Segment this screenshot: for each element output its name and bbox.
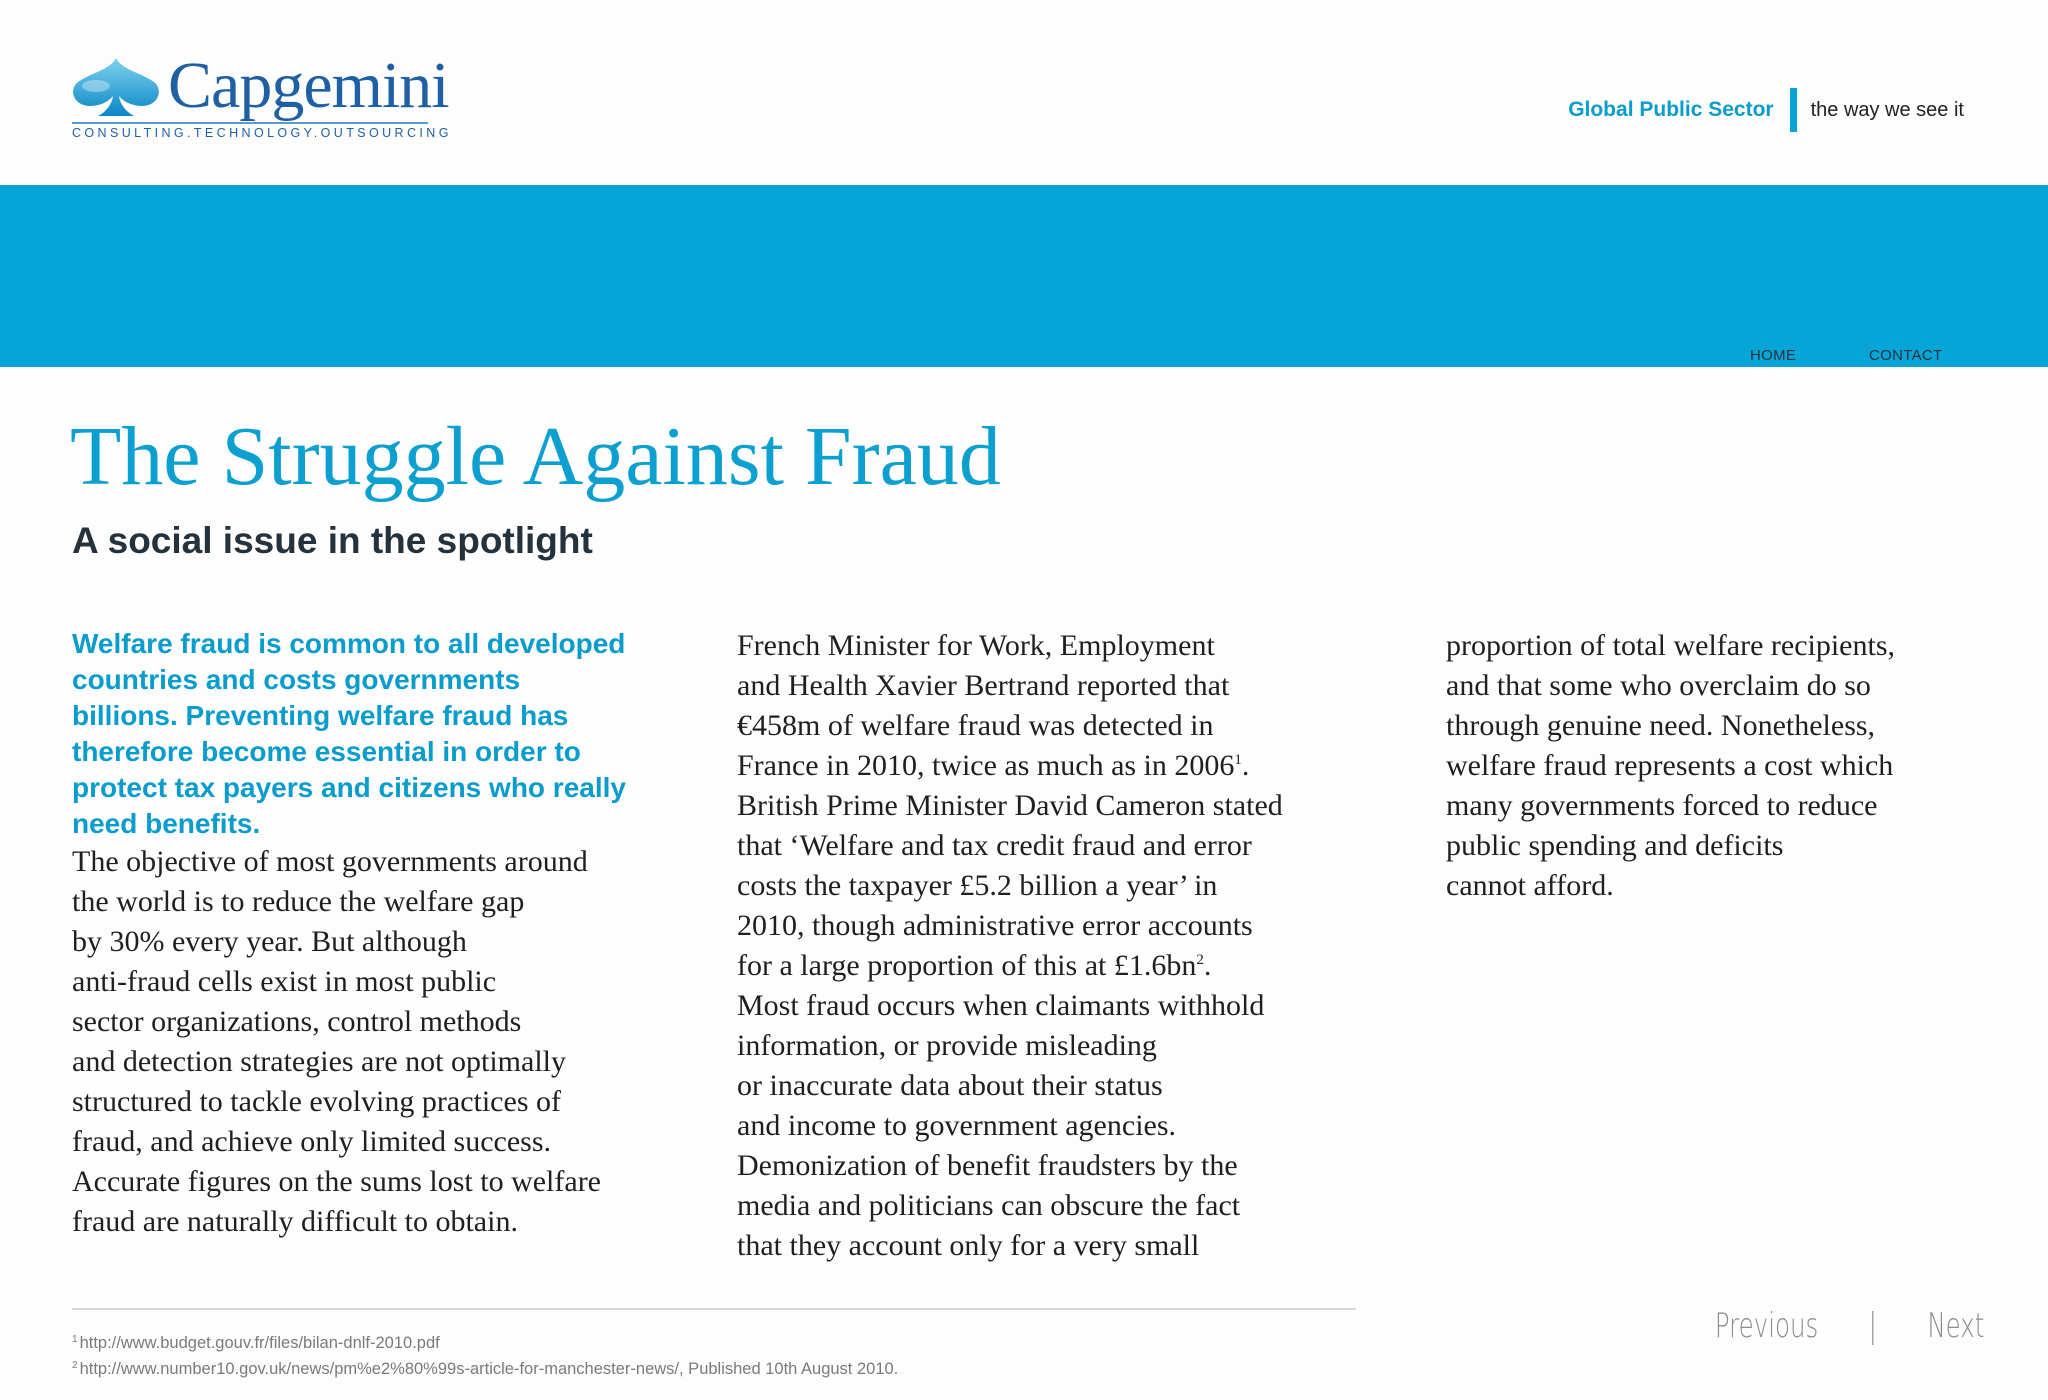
- column-1: [72, 626, 672, 1242]
- footnote-link[interactable]: http://www.number10.gov.uk/news/pm%e2%80%99s-article-for-manchester-news/, Published 10th August 2010.: [79, 1360, 899, 1378]
- body-paragraph-1: The objective of most governments around the world is to reduce the welfare gap by 30% every year. But although anti-fraud cells exist in most public sector organizations, control methods and detection strategies are not optimally structured to tackle evolving practices of fraud, and achieve only limited success. Accurate figures on the sums lost to welfare fraud are naturally difficult to obtain.: [72, 845, 601, 1238]
- pager-separator: |: [1868, 1306, 1877, 1346]
- footnote-1: [72, 1330, 898, 1356]
- body-text-segment: . British Prime Minister David Cameron stated that ‘Welfare and tax credit fraud and error costs the taxpayer £5.2 billion a year’ in 2010, though administrative error accounts for a large proportion of this at £1.6bn: [737, 749, 1283, 982]
- footnote-2: [72, 1356, 898, 1382]
- body-text-segment: French Minister for Work, Employment and Health Xavier Bertrand reported that €458m of welfare fraud was detected in France in 2010, twice as much as in 2006: [737, 629, 1235, 782]
- logo-tagline: CONSULTING.TECHNOLOGY.OUTSOURCING: [72, 126, 452, 140]
- nav-contact-link[interactable]: CONTACT: [1869, 347, 1943, 364]
- column-3: [1446, 626, 2046, 906]
- sector-label: Global Public Sector: [1568, 98, 1774, 121]
- logo-divider: [72, 122, 428, 124]
- body-paragraph-3: proportion of total welfare recipients, and that some who overclaim do so through genuine need. Nonetheless, welfare fraud represents a cost which many governments forced to reduce public spending and deficits cannot afford.: [1446, 629, 1896, 902]
- capgemini-logo[interactable]: [70, 49, 452, 147]
- footnote-ref-2[interactable]: 2: [1196, 952, 1204, 968]
- next-button[interactable]: Next: [1926, 1306, 1984, 1346]
- footnote-ref-1[interactable]: 1: [1234, 752, 1242, 768]
- previous-button[interactable]: Previous: [1714, 1306, 1818, 1346]
- column-2: [737, 626, 1377, 1266]
- spade-logo-icon: [70, 56, 162, 118]
- tagline: the way we see it: [1810, 98, 1964, 121]
- banner-band: [0, 185, 2048, 367]
- body-text-segment: . Most fraud occurs when claimants withhold information, or provide misleading or inaccurate data about their status and income to government agencies. Demonization of benefit fraudsters by the media and politicians can obscure the fact that they account only for a very small: [737, 949, 1265, 1262]
- header-branding: [1568, 88, 1964, 132]
- header-divider: [1790, 88, 1797, 132]
- footnote-link[interactable]: http://www.budget.gouv.fr/files/bilan-dnlf-2010.pdf: [79, 1334, 440, 1352]
- nav-home-link[interactable]: HOME: [1750, 347, 1797, 364]
- footnote-number: 1: [72, 1333, 78, 1345]
- lead-paragraph: Welfare fraud is common to all developed countries and costs governments billions. Preventing welfare fraud has therefore become essential in order to protect tax payers and citizens who really need benefits.: [72, 628, 626, 839]
- page-title: The Struggle Against Fraud: [70, 410, 1001, 503]
- page-subtitle: A social issue in the spotlight: [72, 520, 593, 561]
- pager: [1714, 1306, 1984, 1346]
- logo-wordmark: Capgemini: [168, 49, 449, 122]
- footer-divider: [72, 1308, 1356, 1310]
- footnote-number: 2: [72, 1359, 78, 1371]
- body-paragraph-2: [737, 626, 1377, 1266]
- footnotes: [72, 1330, 898, 1382]
